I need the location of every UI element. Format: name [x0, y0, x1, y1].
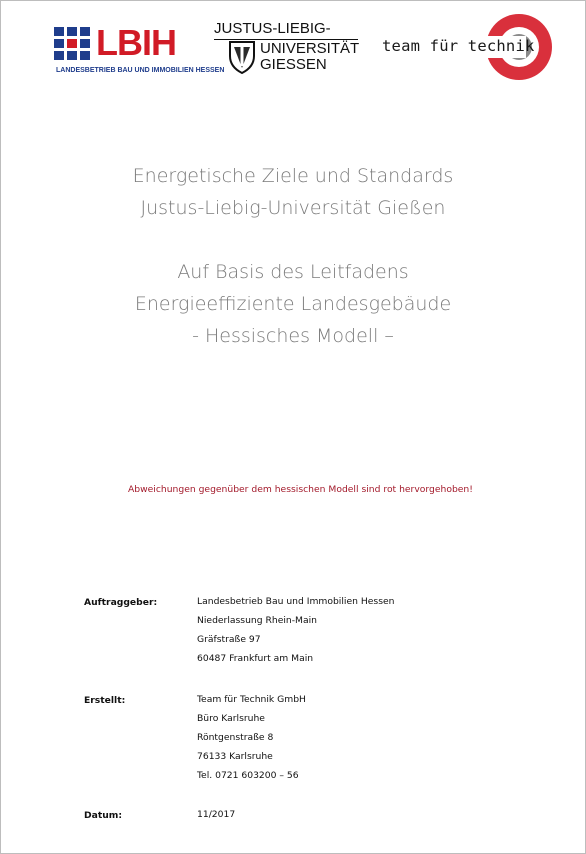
- title-line-4: Energieeffiziente Landesgebäude: [134, 293, 452, 315]
- lbih-grid-icon: [54, 27, 92, 61]
- title-line-3: Auf Basis des Leitfadens: [177, 261, 409, 283]
- date-label: Datum:: [84, 810, 123, 821]
- document-title: [0, 160, 586, 352]
- title-line-2: Justus-Liebig-Universität Gießen: [140, 197, 446, 219]
- tft-logo: [380, 12, 556, 84]
- title-line-1: Energetische Ziele und Standards: [132, 165, 454, 187]
- author-label: Erstellt:: [84, 695, 126, 706]
- client-line: Landesbetrieb Bau und Immobilien Hessen: [197, 596, 395, 607]
- lbih-wordmark: LBIH: [96, 22, 176, 63]
- tft-wordmark: team für technik: [382, 37, 535, 55]
- author-lines: [197, 690, 306, 785]
- lbih-subtitle: LANDESBETRIEB BAU UND IMMOBILIEN HESSEN: [56, 67, 225, 74]
- author-line: 76133 Karlsruhe: [197, 751, 273, 762]
- client-line: Niederlassung Rhein-Main: [197, 615, 317, 626]
- jlu-line3: GIESSEN: [260, 56, 327, 73]
- client-line: 60487 Frankfurt am Main: [197, 653, 314, 664]
- client-line: Gräfstraße 97: [197, 634, 261, 645]
- author-line: Team für Technik GmbH: [197, 694, 306, 705]
- author-line: Tel. 0721 603200 – 56: [197, 770, 299, 781]
- university-shield-icon: [228, 40, 256, 74]
- client-lines: [197, 592, 394, 668]
- jlu-logo: [214, 20, 362, 82]
- deviation-notice: Abweichungen gegenüber dem hessischen Modell sind rot hervorgehoben!: [128, 484, 473, 495]
- date-value: 11/2017: [197, 809, 236, 820]
- author-line: Büro Karlsruhe: [197, 713, 265, 724]
- date-lines: [197, 805, 235, 824]
- client-label: Auftraggeber:: [84, 597, 158, 608]
- title-line-5: - Hessisches Modell –: [192, 325, 394, 347]
- jlu-line1: JUSTUS-LIEBIG-: [214, 20, 331, 37]
- author-line: Röntgenstraße 8: [197, 732, 274, 743]
- jlu-line2: UNIVERSITÄT: [260, 40, 360, 57]
- lbih-logo: [54, 22, 225, 80]
